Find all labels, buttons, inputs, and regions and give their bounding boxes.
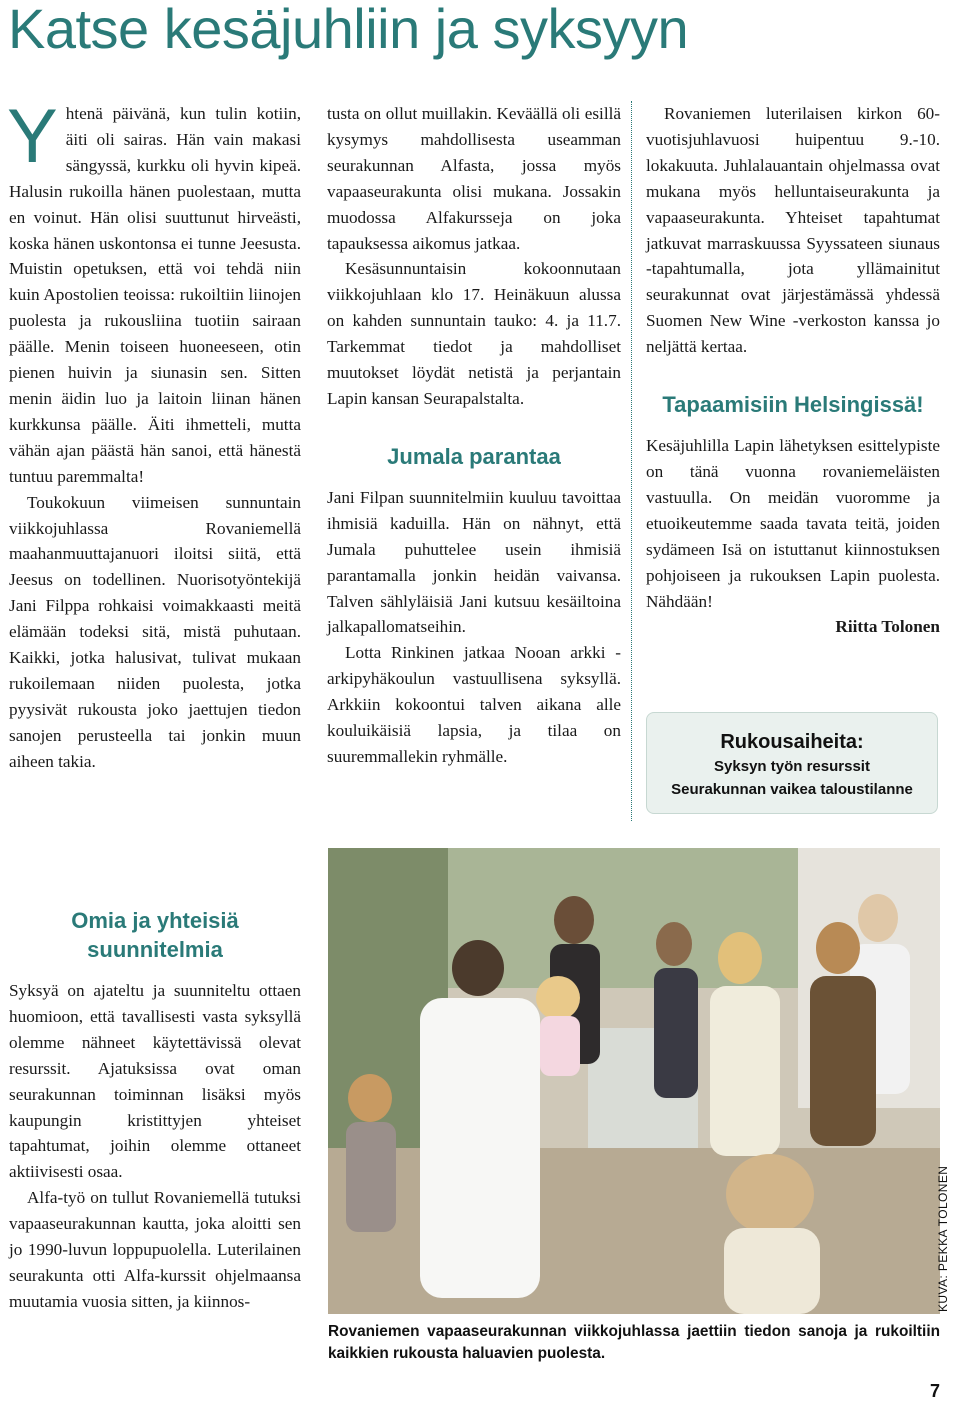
lead-paragraph (7, 94, 301, 490)
paragraph: Rovaniemen luterilaisen kirkon 60-vuotisjuhlavuosi huipentuu 9.-10. lokakuuta. Juhlalauantain ohjelmassa ovat mukana myös helluntaiseurakunta ja vapaaseurakunta. Yhteiset tapahtumat jatkuvat marraskuussa Syyssateen siunaus -tapahtumalla, jota yllämainitut seurakunnat ovat järjestämässä yhdessä Suomen New Wine -verkoston kanssa jo neljättä kertaa. (646, 104, 940, 357)
article-column-3 (646, 101, 940, 640)
drop-cap: Y (7, 94, 58, 179)
page-title: Katse kesäjuhliin ja syksyyn (8, 0, 689, 60)
article-column-1 (7, 94, 301, 775)
page-number: 7 (929, 1381, 940, 1401)
paragraph: Kesäsunnuntaisin kokoonnutaan viikkojuhlaan klo 17. Heinäkuun alussa on kahden sunnuntain tauko: 4. ja 11.7. Tarkemmat tiedot ja mahdolliset muutokset löydät netistä ja perjantain Lapin kansan Seurapalstalta. (327, 259, 621, 408)
subhead-omia: Omia ja yhteisiä suunnitelmia (71, 908, 239, 962)
event-photo (328, 848, 940, 1314)
subhead-tapaamisiin: Tapaamisiin Helsingissä! (662, 392, 924, 418)
paragraph: Alfa-työ on tullut Rovaniemellä tutuksi vapaaseurakunnan kautta, joka aloitti sen jo 1990-luvun loppupuolella. Luterilainen seurakunta otti Alfa-kurssit ohjelmaansa muutamia vuosia sitten, ja kiinnos- (9, 1188, 301, 1311)
article-column-1-lower (9, 978, 301, 1315)
prayer-topic: Seurakunnan vaikea taloustilanne (671, 781, 913, 798)
prayer-topic: Syksyn työn resurssit (714, 758, 870, 775)
paragraph: tusta on ollut muillakin. Keväällä oli esillä kysymys mahdollisesta useamman seurakunnan Alfasta, jossa myös vapaaseurakunta olisi mukana. Jossakin muodossa Alfakursseja on joka tapauksessa aikomus jatkaa. (327, 104, 621, 253)
photo-illustration (328, 848, 940, 1314)
author-signature: Riitta Tolonen (835, 617, 940, 637)
paragraph: Syksyä on ajateltu ja suunniteltu ottaen huomioon, että tavallisesti vasta syksyllä olemme nähneet käytettävissä olevat resurssit. Ajatuksissa ovat oman seurakunnan toiminnan lisäksi myös kaupungin kristittyjen yhteiset tapahtumat, joihin olemme ottaneet aktiivisesti osaa. (9, 981, 301, 1182)
paragraph: Kesäjuhlilla Lapin lähetyksen esittelypiste on tänä vuonna rovaniemeläisten vastuulla. On meidän vuoromme ja etuoikeutemme saada tavata teitä, joiden sydämeen Isä on istuttanut kiinnostuksen pohjoiseen ja rukouksen Lapin puolesta. Nähdään! (646, 436, 940, 611)
subhead-jumala: Jumala parantaa (387, 443, 561, 469)
photo-credit: KUVA: PEKKA TOLONEN (936, 1165, 950, 1312)
prayer-box-title: Rukousaiheita: (720, 731, 864, 753)
paragraph: htenä päivänä, kun tulin kotiin, äiti oli sairas. Hän vain makasi sängyssä, kurkku oli hyvin kipeä. Halusin rukoilla hänen puolestaan, mutta en voinut. Hän olisi suuttunut hirveästi, koska hänen uskontonsa ei tunne Jeesusta. Muistin opetuksen, että voi tehdä niin kuin Apostolien teoissa: rukoiltiin liinojen puolesta ja rukousliina tuotiin sairaan päälle. Menin toiseen huoneeseen, otin pienen huivin ja siunasin sen. Sitten menin äidin luo ja laitoin liinan hänen kurkkunsa päälle. Äiti ihmetteli, mutta vähän ajan päästä hän sanoi, että hänestä tuntuu paremmalta! (9, 104, 301, 486)
column-divider (631, 101, 633, 821)
paragraph: Toukokuun viimeisen sunnuntain viikkojuhlassa Rovaniemellä maahanmuuttajanuori iloitsi siitä, että Jeesus on todellinen. Nuorisotyöntekijä Jani Filppa rohkaisi voimakkaasti meitä elämään todeksi sitä, mistä puhutaan. Kaikki, jotka halusivat, tulivat mukaan rukoilemaan niiden puolesta, jotka pyysivät rukousta joko jaettujen tiedon sanojen perusteella tai jonkin muun aiheen takia. (9, 492, 301, 771)
article-column-2 (327, 101, 621, 770)
prayer-topics-box (646, 712, 938, 814)
paragraph: Jani Filpan suunnitelmiin kuuluu tavoittaa ihmisiä kaduilla. Hän on nähnyt, että Jumala puhuttelee usein ihmisiä parantamalla jonkin heidän vaivansa. Talven sählyläisiä Jani kutsuu kesäiltoina jalkapallomatseihin. (327, 487, 621, 637)
photo-caption: Rovaniemen vapaaseurakunnan viikkojuhlassa jaettiin tiedon sanoja ja rukoiltiin kaikkien rukousta haluavien puolesta. (328, 1323, 940, 1362)
paragraph: Lotta Rinkinen jatkaa Nooan arkki -arkipyhäkoulun vastuullisena syksyllä. Arkkiin kokoontui talven aikana alle kouluikäisiä lapsia, ja tilaa on suuremmallekin ryhmälle. (327, 643, 621, 766)
